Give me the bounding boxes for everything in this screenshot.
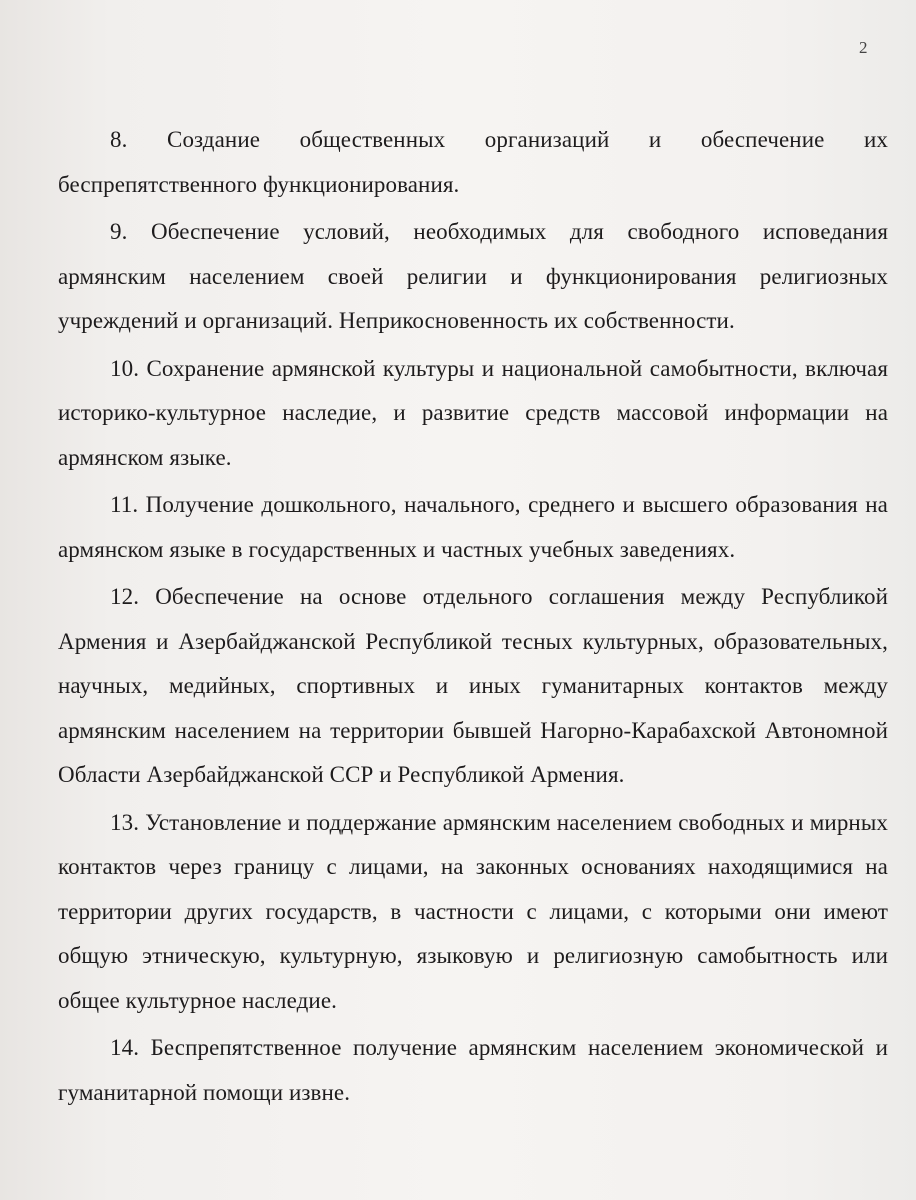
page-number: 2 [859,38,868,57]
paragraph-9: 9. Обеспечение условий, необходимых для свободного исповедания армянским населением своей религии и функционирования религиозных учреждений и организаций. Неприкосновенность их собственности. [58,219,888,333]
paragraph-10: 10. Сохранение армянской культуры и национальной самобытности, включая историко-культурное наследие, и развитие средств массовой информации на армянском языке. [58,355,888,470]
document-body [58,118,888,1118]
paragraph-13: 13. Установление и поддержание армянским населением свободных и мирных контактов через границу с лицами, на законных основаниях находящимися на территории других государств, в частности с лицами, с которыми они имеют общую этническую, культурную, языковую и религиозную самобытность или общее культурное наследие. [58,809,888,1013]
paragraph-12: 12. Обеспечение на основе отдельного соглашения между Республикой Армения и Азербайджанской Республикой тесных культурных, образовательных, научных, медийных, спортивных и иных гуманитарных контактов между армянским населением на территории бывшей Нагорно-Карабахской Автономной Области Азербайджанской ССР и Республикой Армения. [58,584,888,787]
paragraph-8: 8. Создание общественных организаций и обеспечение их беспрепятственного функционирования. [58,127,888,197]
paragraph-11: 11. Получение дошкольного, начального, среднего и высшего образования на армянском языке в государственных и частных учебных заведениях. [58,492,888,562]
paragraph-14: 14. Беспрепятственное получение армянским населением экономической и гуманитарной помощи извне. [58,1035,888,1105]
